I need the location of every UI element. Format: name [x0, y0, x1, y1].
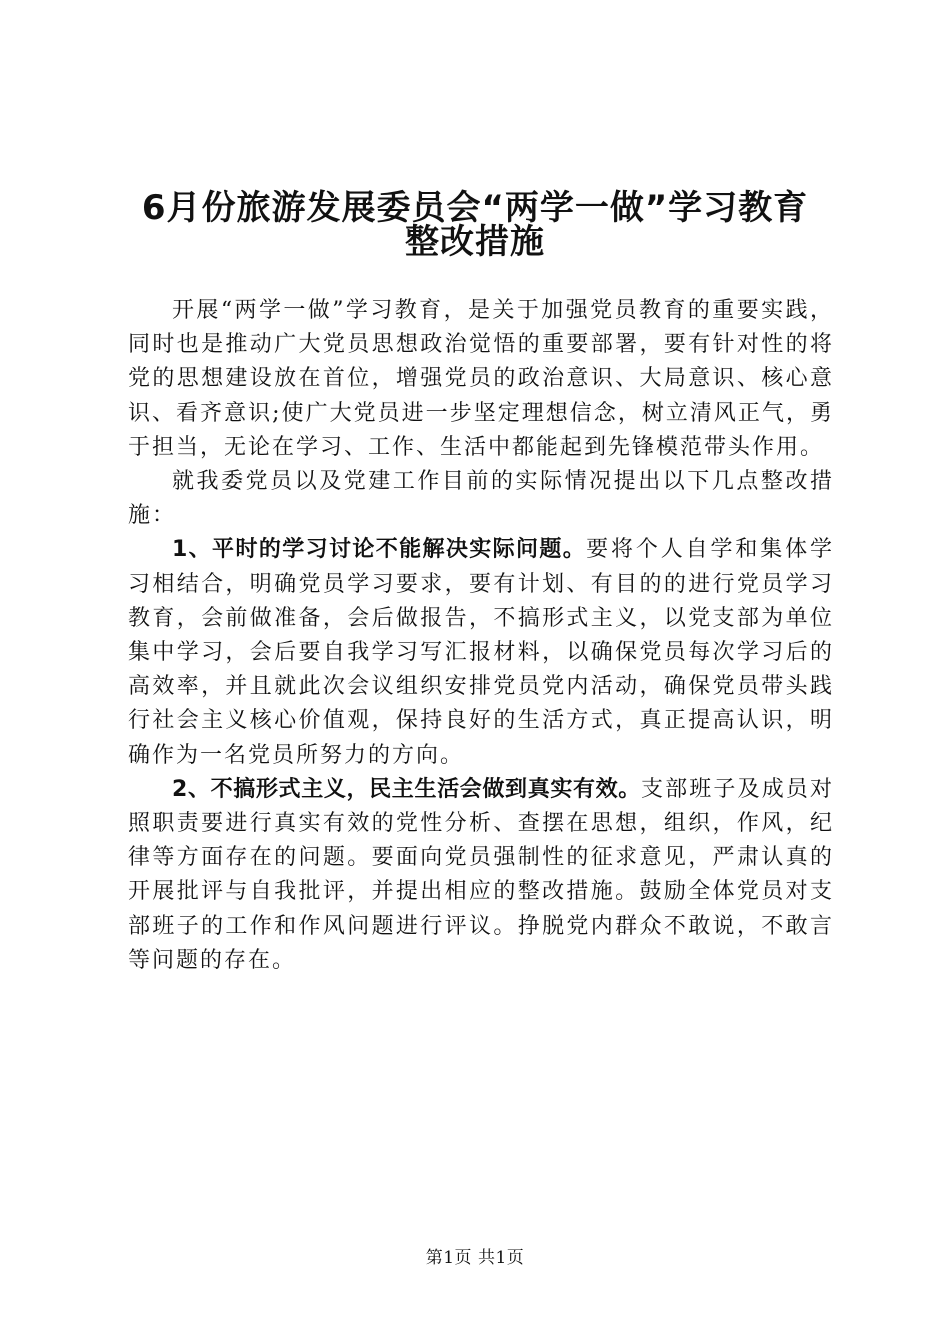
measure-heading: 2、不搞形式主义，民主生活会做到真实有效。 [172, 776, 641, 802]
paragraph-summary [128, 465, 834, 533]
paragraph-intro [128, 294, 834, 465]
paragraph-measure-2 [128, 773, 834, 978]
paragraph-text: 开展“两学一做”学习教育，是关于加强党员教育的重要实践，同时也是推动广大党员思想政治觉悟的重要部署，要有针对性的将党的思想建设放在首位，增强党员的政治意识、大局意识、核心意识、看齐意识;使广大党员进一步坚定理想信念，树立清风正气，勇于担当，无论在学习、工作、生活中都能起到先锋模范带头作用。 [128, 298, 834, 460]
document-body [128, 294, 834, 978]
paragraph-text: 要将个人自学和集体学习相结合，明确党员学习要求，要有计划、有目的的进行党员学习教育，会前做准备，会后做报告，不搞形式主义，以党支部为单位集中学习，会后要自我学习写汇报材料，以确保党员每次学习后的高效率，并且就此次会议组织安排党员党内活动，确保党员带头践行社会主义核心价值观，保持良好的生活方式，真正提高认识，明确作为一名党员所努力的方向。 [128, 537, 834, 768]
paragraph-text: 支部班子及成员对照职责要进行真实有效的党性分析、查摆在思想，组织，作风，纪律等方面存在的问题。要面向党员强制性的征求意见，严肃认真的开展批评与自我批评，并提出相应的整改措施。鼓励全体党员对支部班子的工作和作风问题进行评议。挣脱党内群众不敢说，不敢言等问题的存在。 [128, 776, 834, 973]
page-footer: 第1页 共1页 [425, 1248, 525, 1268]
paragraph-measure-1 [128, 533, 834, 772]
measure-heading: 1、平时的学习讨论不能解决实际问题。 [172, 537, 587, 563]
document-title-line-2: 整改措施 [405, 222, 545, 262]
paragraph-text: 就我委党员以及党建工作目前的实际情况提出以下几点整改措施： [128, 469, 834, 529]
document-title-line-1: 6月份旅游发展委员会“两学一做”学习教育 [141, 188, 809, 228]
